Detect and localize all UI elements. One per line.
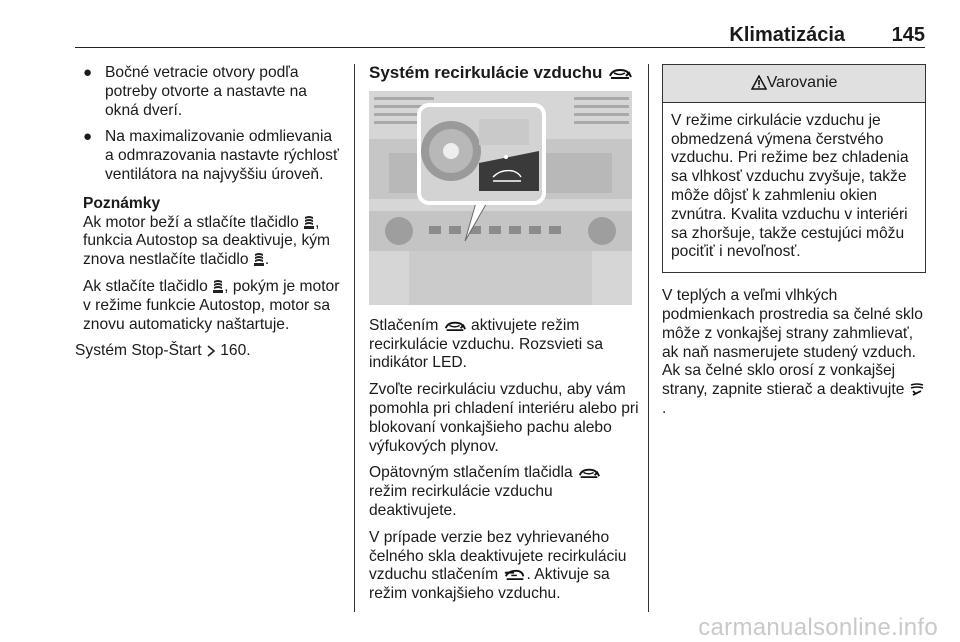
section-heading: Systém recirkulácie vzduchu xyxy=(369,64,639,83)
outside-air-icon xyxy=(503,567,527,582)
watermark: carmanualsonline.info xyxy=(698,614,938,642)
paragraph: Zvoľte recirkuláciu vzduchu, aby vám pomohla pri chladení interiéru alebo pri blokovaní vonkajšieho pachu alebo výfukových plynov. xyxy=(369,381,639,455)
air-conditioning-icon xyxy=(909,382,925,397)
column-divider xyxy=(648,64,649,612)
note-paragraph: Ak motor beží a stlačíte tlačidlo , funkcia Autostop sa deaktivuje, kým znova nestlačíte tlačidlo . xyxy=(83,213,331,269)
warning-triangle-icon xyxy=(751,75,767,90)
dashboard-illustration xyxy=(369,91,632,305)
page-header xyxy=(75,24,925,48)
front-defrost-icon xyxy=(303,215,315,230)
note-title: Poznámky xyxy=(83,194,161,212)
paragraph: Stlačením aktivujete režim recirkulácie vzduchu. Rozsvieti sa indikátor LED. xyxy=(369,316,603,372)
column-divider xyxy=(354,64,355,612)
note-paragraph: Ak stlačíte tlačidlo , pokým je motor v režime funkcie Autostop, motor sa znovu automaticky naštartuje. xyxy=(83,277,340,333)
warning-body: V režime cirkulácie vzduchu je obmedzená výmena čerstvého vzduchu. Pri režime bez chladenia sa vlhkosť vzduchu zvyšuje, takže môže dôjsť k zahmleniu okien zvnútra. Kvalita vzduchu v interiéri sa zhoršuje, takže cestujúci môžu pociťiť i nevoľnosť. xyxy=(671,111,909,261)
chapter-title: Klimatizácia xyxy=(729,24,845,46)
paragraph: Opätovným stlačením tlačidla režim recirkulácie vzduchu deaktivujete. xyxy=(369,464,639,520)
warning-box xyxy=(662,64,926,273)
cross-reference[interactable]: Systém Stop-Štart 160. xyxy=(75,342,251,360)
page-reference-arrow-icon xyxy=(206,344,216,358)
front-defrost-icon xyxy=(253,252,265,267)
note-block xyxy=(75,195,345,335)
control-panel-photo xyxy=(369,91,632,305)
air-recirculation-icon xyxy=(577,465,601,480)
warning-header: Varovanie xyxy=(663,65,925,103)
paragraph: V prípade verzie bez vyhrievaného čelného skla deaktivujete recirkuláciu vzduchu stlačením . Aktivuje sa režim vonkajšieho vzduchu. xyxy=(369,528,627,603)
air-recirculation-icon xyxy=(443,318,467,333)
air-recirculation-icon xyxy=(607,65,633,81)
column-middle xyxy=(369,64,639,612)
bullet-dot: ● xyxy=(83,64,93,81)
paragraph: V teplých a veľmi vlhkých podmienkach prostredia sa čelné sklo môže z vonkajšej strany zahmlievať, ak naň nasmerujete studený vzduch. Ak sa čelné sklo orosí z vonkajšej strany, zapnite stierač a deaktivujte . xyxy=(662,287,923,417)
column-right xyxy=(662,64,926,427)
column-left xyxy=(75,64,345,369)
front-defrost-icon xyxy=(212,279,224,294)
list-item: ● Na maximalizovanie odmlievania a odmrazovania nastavte rýchlosť ventilátora na najvyššiu úroveň. xyxy=(83,128,339,183)
page-number: 145 xyxy=(891,24,925,46)
list-item: ● Bočné vetracie otvory podľa potreby otvorte a nastavte na okná dverí. xyxy=(83,64,307,119)
bullet-dot: ● xyxy=(83,128,93,146)
